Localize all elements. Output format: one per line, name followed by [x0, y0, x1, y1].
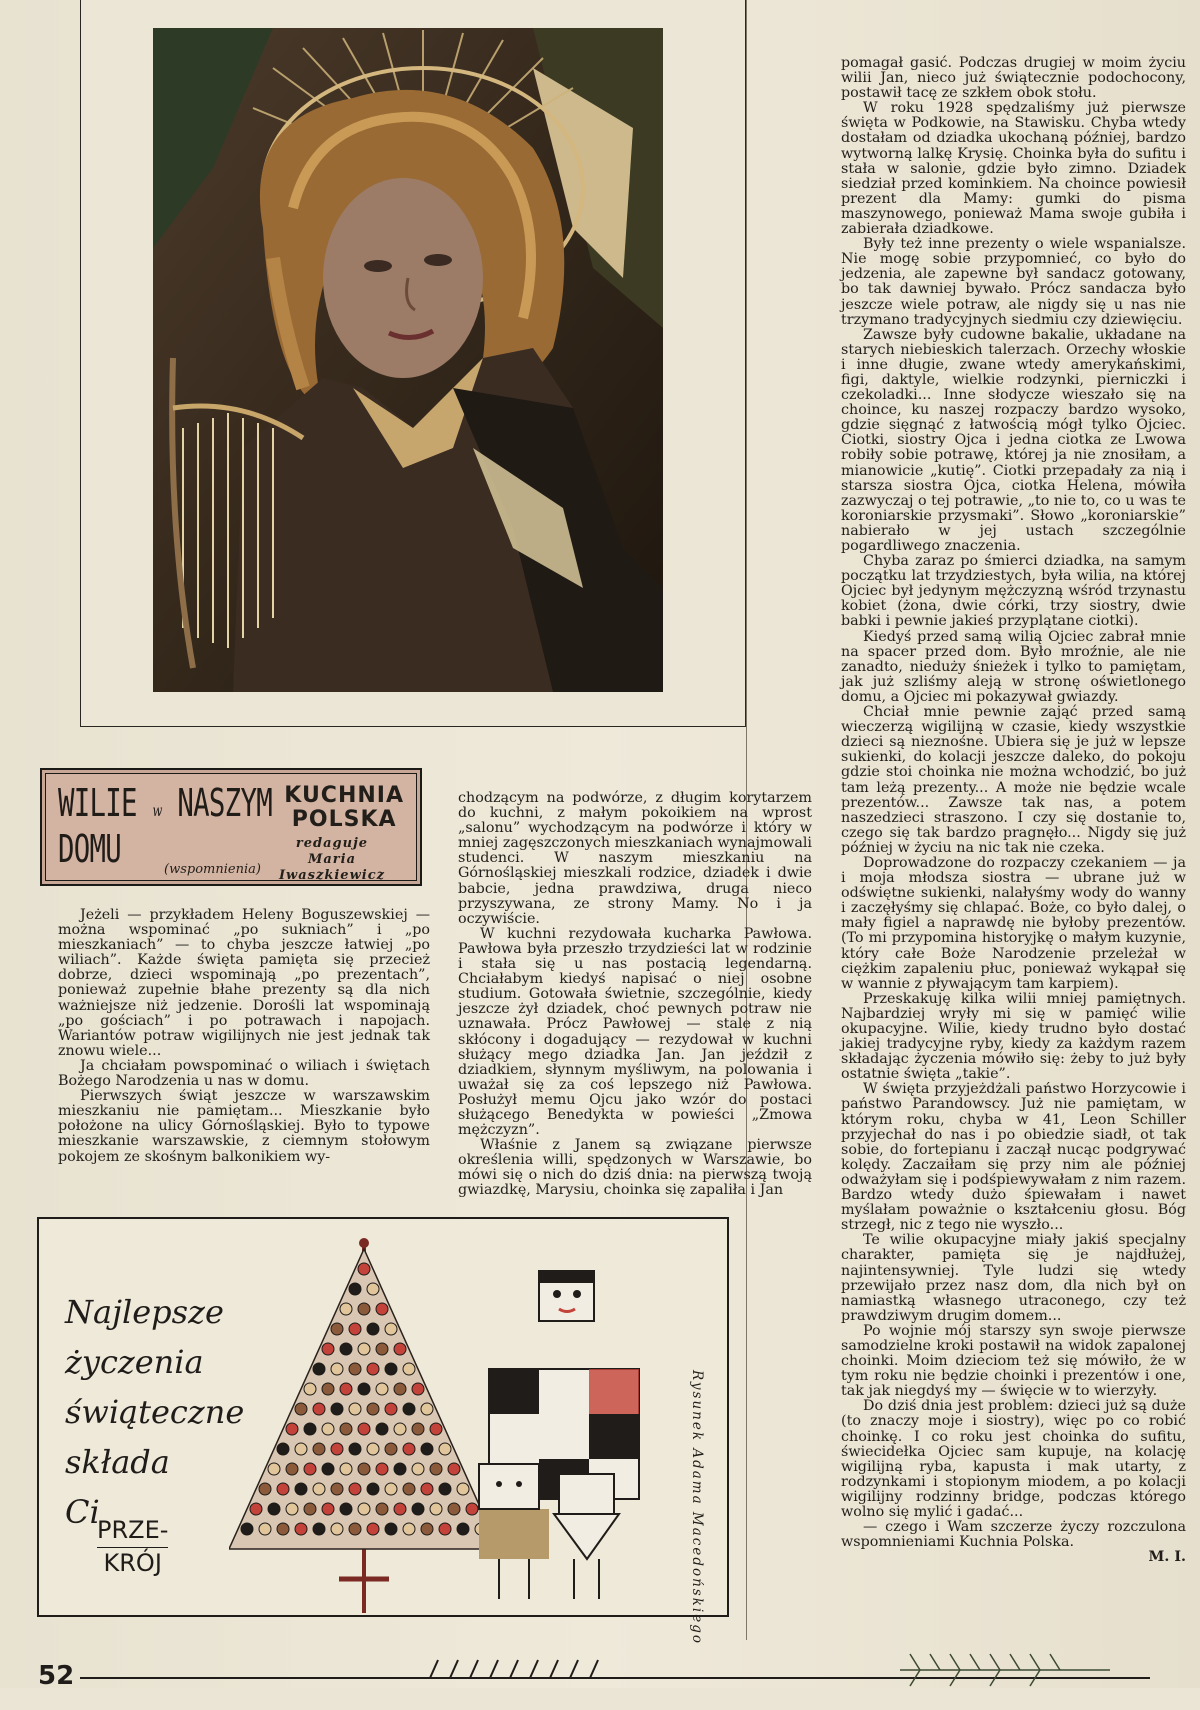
candle-ornament — [376, 1503, 388, 1515]
candle-ornament — [331, 1403, 343, 1415]
paragraph: Pierwszych świąt jeszcze w warszawskim mieszkaniu nie pamiętam... Mieszkanie było położone na ulicy Górnośląskiej. Było to typowe mieszkanie warszawskie, z ciemnym stołowym pokojem ze skośnym balkonikiem wy- — [58, 1088, 430, 1165]
candle-ornament — [421, 1483, 433, 1495]
page-footer-ornament — [0, 1650, 1200, 1688]
candle-ornament — [331, 1363, 343, 1375]
candle-ornament — [403, 1363, 415, 1375]
candle-ornament — [304, 1423, 316, 1435]
text-column-1 — [58, 908, 430, 1165]
candle-ornament — [358, 1503, 370, 1515]
candle-ornament — [358, 1423, 370, 1435]
candle-ornament — [385, 1363, 397, 1375]
candle-ornament — [340, 1503, 352, 1515]
candle-ornament — [259, 1483, 271, 1495]
candle-ornament — [403, 1403, 415, 1415]
paragraph: Te wilie okupacyjne miały jakiś specjalny charakter, pamięta się je najdłużej, najintensywniej. Tyle ludzi się wtedy przewijało przez nasz dom, dla nich był on namiastką własnego utraconego, czy też prawdziwym drugim domem... — [841, 1232, 1186, 1324]
candle-ornament — [394, 1383, 406, 1395]
candle-ornament — [268, 1503, 280, 1515]
article-header — [40, 768, 422, 886]
candle-ornament — [331, 1323, 343, 1335]
candle-ornament — [340, 1383, 352, 1395]
candle-ornament — [448, 1503, 460, 1515]
candle-ornament — [358, 1303, 370, 1315]
candle-ornament — [376, 1383, 388, 1395]
candle-ornament — [322, 1383, 334, 1395]
candle-ornament — [349, 1443, 361, 1455]
paragraph: Po wojnie mój starszy syn swoje pierwsze samodzielne kroki postawił na widok zapalonej choinki. Moim dzieciom też się mówiło, że w tym roku nie będzie choinki i prezentów i one, tak jak niegdyś my — święcie w to wierzyły. — [841, 1322, 1186, 1400]
candle-ornament — [376, 1343, 388, 1355]
christmas-tree-drawing — [229, 1229, 499, 1613]
page-number: 52 — [38, 1661, 75, 1688]
candle-ornament — [295, 1523, 307, 1535]
candle-ornament — [412, 1503, 424, 1515]
candle-ornament — [412, 1463, 424, 1475]
candle-ornament — [385, 1483, 397, 1495]
paragraph: Kiedyś przed samą wilią Ojciec zabrał mnie na spacer przed dom. Było mroźnie, ale nie zanadto, nieduży śnieżek i tylko to pamiętam, jak już szliśmy aleją w stronę oświetlonego domu, a Ojciec mi pokazywał gwiazdy. — [841, 628, 1186, 705]
candle-ornament — [349, 1363, 361, 1375]
candle-ornament — [295, 1483, 307, 1495]
candle-ornament — [403, 1483, 415, 1495]
candle-ornament — [421, 1443, 433, 1455]
candle-ornament — [394, 1463, 406, 1475]
candle-ornament — [304, 1383, 316, 1395]
candle-ornament — [394, 1503, 406, 1515]
article-title: WILIE w NASZYM DOMU — [58, 781, 272, 871]
candle-ornament — [376, 1303, 388, 1315]
candle-ornament — [367, 1403, 379, 1415]
candle-ornament — [313, 1483, 325, 1495]
paragraph: chodzącym na podwórze, z długim korytarzem do kuchni, z małym pokoikiem na wprost „salonu” wychodzącym na podwórze i który w mniej zagęszczonych mieszkaniach wynajmowali studenci. W naszym mieszkaniu na Górnośląskiej mieszkali rodzice, dziadek i dwie babcie, jedna prawdziwa, druga nieco przyszywana, ze strony Mamy. No i ja oczywiście. — [458, 790, 812, 927]
candle-ornament — [385, 1403, 397, 1415]
candle-ornament — [286, 1463, 298, 1475]
candle-ornament — [439, 1523, 451, 1535]
paragraph: W święta przyjeżdżali państwo Horzycowie i państwo Parandowscy. Już nie pamiętam, w którym roku, chyba w 41, Leon Schiller przyjechał do nas i po obiedzie siadł, ot tak sobie, do fortepianu i zaczął nucąc podgrywać kolędy. Zaczaiłam się przy nim ale później odważyłam się i podśpiewywałam z nim razem. Bardzo wtedy dużo śpiewałam i nawet myślałam poważnie o kształceniu głosu. Bóg strzegł, nic z tego nie wyszło... — [841, 1081, 1186, 1234]
candle-ornament — [367, 1323, 379, 1335]
candle-ornament — [376, 1423, 388, 1435]
candle-ornament — [322, 1423, 334, 1435]
candle-ornament — [421, 1523, 433, 1535]
paragraph: Chyba zaraz po śmierci dziadka, na samym początku lat trzydziestych, była wilia, na której Ojciec był jedynym mężczyzną wśród trzynastu kobiet (żona, dwie córki, trzy siostry, dwie babki i pewnie jakieś przyplątane ciotki). — [841, 553, 1186, 630]
paragraph: Zawsze były cudowne bakalie, układane na starych niebieskich talerzach. Orzechy włoskie i inne długie, zwane wtedy amerykańskimi, figi, daktyle, wielkie rodzynki, pierniczki i czekoladki... Inne słodycze wieszało się na choince, ku naszej rozpaczy bardzo wysoko, gdzie sięgnąć z łatwością mógł tylko Ojciec. Ciotki, siostry Ojca i jedna ciotka ze Lwowa robiły sobie potrawę, której ja nie znosiłam, a mianowicie „kutię”. Ciotki przepadały za nią i starsza siostra Ojca, ciotka Helena, mówiła zazwyczaj o tej potrawie, „to nie to, co u was te koroniarskie przysmaki”. Słowo „koroniarskie” nabierało w jej ustach szczególnie pogardliwego znaczenia. — [841, 326, 1186, 554]
candle-ornament — [349, 1403, 361, 1415]
candle-ornament — [358, 1463, 370, 1475]
illustration-frame — [80, 0, 746, 727]
signature: M. I. — [1148, 1549, 1186, 1566]
candle-ornament — [340, 1423, 352, 1435]
candle-ornament — [439, 1443, 451, 1455]
candle-ornament — [394, 1423, 406, 1435]
candle-ornament — [367, 1523, 379, 1535]
candle-ornament — [259, 1523, 271, 1535]
candle-ornament — [403, 1443, 415, 1455]
candle-ornament — [331, 1483, 343, 1495]
candle-ornament — [313, 1403, 325, 1415]
candle-ornament — [385, 1443, 397, 1455]
candle-ornament — [313, 1363, 325, 1375]
candle-ornament — [349, 1283, 361, 1295]
candle-ornament — [439, 1483, 451, 1495]
candle-ornament — [349, 1523, 361, 1535]
paragraph: — czego i Wam szczerze życzy rozczulona wspomnieniami Kuchnia Polska. — [841, 1519, 1186, 1551]
candle-ornament — [367, 1443, 379, 1455]
paragraph: W kuchni rezydowała kucharka Pawłowa. Pawłowa była przeszło trzydzieści lat w rodzinie i stała się u nas postacią legendarną. Chciałabym kiedyś napisać o niej osobne studium. Gotowała świetnie, szczególnie, kiedy jeszcze żył dziadek, choć pewnych potraw nie uznawała. Prócz Pawłowej — stale z nią skłócony i dogadujący — rezydował w kuchni służący mego dziadka Jan. Jan jeździł z dziadkiem, słynnym myśliwym, na polowania i uważał się za coś lepszego niż Pawłowa. Posłużył memu Ojcu jako wzór do postaci służącego Benedykta w powieści „Zmowa mężczyzn”. — [458, 925, 812, 1139]
paragraph: W roku 1928 spędzaliśmy już pierwsze święta w Podkowie, na Stawisku. Chyba wtedy dostałam od dziadka ukochaną później, bardzo wytworną lalkę Krysię. Choinka była do sufitu i stała w salonie, gdzie było zimno. Dziadek siedział przed kominkiem. Na choince powiesił prezent dla Mamy: gumki do pisma maszynowego, ponieważ Mama swoje gubiła i zabierała dziadkowe. — [841, 100, 1186, 238]
candle-ornament — [277, 1443, 289, 1455]
candle-ornament — [358, 1263, 370, 1275]
candle-ornament — [457, 1483, 469, 1495]
children-drawing — [469, 1269, 659, 1604]
candle-ornament — [313, 1523, 325, 1535]
candle-ornament — [421, 1403, 433, 1415]
paragraph: Chciał mnie pewnie zająć przed samą wieczerzą wigilijną w czasie, kiedy wszystkie dzieci są nieznośne. Ubiera się je już w lepsze sukienki, do kolacji jeszcze daleko, do pokoju gdzie stoi choinka nie można wchodzić, bo już tam leżą prezenty... A może nie będzie wcale prezentów... Zawsze tak nas, a potem naszedzieci straszono. I czy się dostanie to, czego się tak bardzo pragnęło... Nigdy się już później w życiu na nic tak nie czeka. — [841, 704, 1186, 856]
candle-ornament — [313, 1443, 325, 1455]
candle-ornament — [322, 1503, 334, 1515]
candle-ornament — [241, 1523, 253, 1535]
candle-ornament — [394, 1343, 406, 1355]
candle-ornament — [430, 1463, 442, 1475]
candle-ornament — [295, 1443, 307, 1455]
candle-ornament — [385, 1323, 397, 1335]
paragraph: Jeżeli — przykładem Heleny Boguszewskiej — można wspominać „po sukniach” i „po mieszkaniach” — to chyba jeszcze łatwiej „po wiliach”. Każde święta pamięta się przecież dobrze, dzieci wspominają „po prezentach”, ponieważ zupełnie błahe prezenty są dla nich ważniejsze niż jedzenie. Dorośli lat wspominają „po gościach” i po potrawach i napojach. Wariantów potraw wigilijnych nie jest jednak tak znowu wiele... — [58, 907, 430, 1059]
candle-ornament — [277, 1483, 289, 1495]
candle-ornament — [286, 1423, 298, 1435]
angel-painting — [153, 28, 663, 692]
candle-ornament — [349, 1483, 361, 1495]
candle-ornament — [322, 1343, 334, 1355]
przekroj-logo: PRZE- KRÓJ — [97, 1516, 169, 1577]
candle-ornament — [286, 1503, 298, 1515]
candle-ornament — [457, 1523, 469, 1535]
candle-ornament — [331, 1443, 343, 1455]
candle-ornament — [367, 1363, 379, 1375]
candle-ornament — [268, 1463, 280, 1475]
candle-ornament — [349, 1323, 361, 1335]
article-subtitle: (wspomnienia) — [164, 862, 261, 877]
candle-ornament — [331, 1523, 343, 1535]
section-name: KUCHNIA POLSKA — [284, 783, 404, 832]
candle-ornament — [304, 1503, 316, 1515]
candle-ornament — [403, 1523, 415, 1535]
candle-ornament — [430, 1423, 442, 1435]
candle-ornament — [340, 1343, 352, 1355]
candle-ornament — [412, 1383, 424, 1395]
paragraph: Ja chciałam powspominać o wiliach i świętach Bożego Narodzenia u nas w domu. — [58, 1057, 430, 1090]
illustration-credit: Rysunek Adama Macedońskiego — [689, 1370, 705, 1645]
candle-ornament — [367, 1483, 379, 1495]
candle-ornament — [367, 1283, 379, 1295]
candle-ornament — [340, 1303, 352, 1315]
greeting-box — [37, 1217, 729, 1617]
candle-ornament — [340, 1463, 352, 1475]
candle-ornament — [385, 1523, 397, 1535]
editor-credit: redaguje Maria Iwaszkiewicz — [278, 836, 386, 883]
paragraph: Przeskakuję kilka wilii mniej pamiętnych. Najbardziej wryły mi się w pamięć wilie okupacyjne. Wilie, kiedy trudno było dostać jakiej tradycyjne ryby, kiedy za każdym razem składając życzenia mówiło się: żeby to już były ostatnie święta „takie”. — [841, 990, 1186, 1083]
paragraph: pomagał gasić. Podczas drugiej w moim życiu wilii Jan, nieco już świątecznie podochocony, postawił tacę ze szkłem obok stołu. — [841, 55, 1186, 102]
candle-ornament — [448, 1463, 460, 1475]
candle-ornament — [376, 1463, 388, 1475]
candle-ornament — [322, 1463, 334, 1475]
text-column-2 — [458, 791, 812, 1199]
candle-ornament — [250, 1503, 262, 1515]
candle-ornament — [304, 1463, 316, 1475]
paragraph: Do dziś dnia jest problem: dzieci już są duże (to znaczy moje i siostry), więc po co robić choinkę. I co roku jest choinka do sufitu, świecidełka Ojciec sam kupuje, na kolację wigilijną ryba, kapusta i mak utarty, z rodzynkami i stopionym miodem, a po kolacji wigilijny rodzinny bridge, podczas którego wolno się mylić i gadać... — [841, 1398, 1186, 1520]
candle-ornament — [412, 1423, 424, 1435]
candle-ornament — [430, 1503, 442, 1515]
candle-ornament — [358, 1383, 370, 1395]
candle-ornament — [358, 1343, 370, 1355]
greeting-text: Najlepsze życzenia świąteczne składa Ci — [65, 1293, 245, 1531]
text-column-3 — [841, 56, 1186, 1565]
candle-ornament — [295, 1403, 307, 1415]
paragraph: Były też inne prezenty o wiele wspanialsze. Nie mogę sobie przypomnieć, co było do jedzenia, ale zapewne był sandacz gotowany, bo tak dawniej bywało. Prócz sandacza było jeszcze wiele potraw, ale nigdy się u nas nie trzymano tradycyjnych siedmiu czy dziewięciu. — [841, 236, 1186, 328]
paragraph: Doprowadzone do rozpaczy czekaniem — ja i moja młodsza siostra — ubrane już w odświętne sukienki, nalałyśmy wody do wanny i zaczęłyśmy się chlapać. Boże, co było dalej, o mały figiel a naprawdę nie byłoby prezentów. (To mi przypomina historyjkę o małym kuzynie, który całe Boże Narodzenie przeleżał w ciężkim zapaleniu płuc, ponieważ wykąpał się w wannie z pływającym tam karpiem). — [841, 854, 1186, 992]
candle-ornament — [277, 1523, 289, 1535]
paragraph: Właśnie z Janem są związane pierwsze określenia willi, spędzonych w Warszawie, bo mówi się o nich do dziś dnia: na pierwszą twoją gwiazdkę, Marysiu, choinka się zapaliła i Jan — [458, 1137, 812, 1199]
